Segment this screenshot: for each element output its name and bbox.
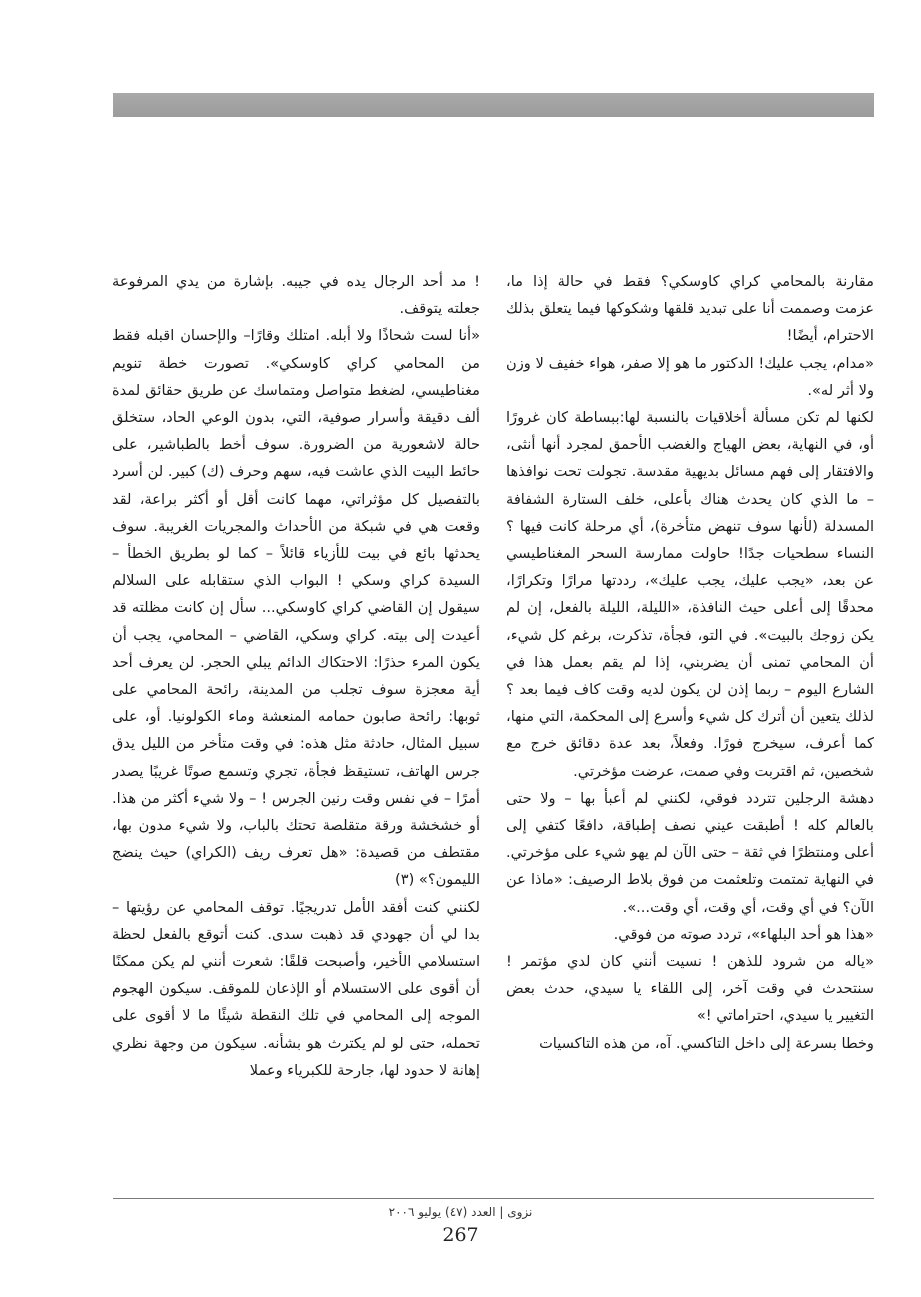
paragraph: وخطا بسرعة إلى داخل التاكسي. آه، من هذه التاكسيات <box>539 1034 874 1052</box>
paragraph: مقارنة بالمحامي كراي كاوسكي؟ فقط في حالة إذا ما، عزمت وصممت أنا على تبديد قلقها وشكوكها فيما يتعلق بذلك الاحترام، أيضًا! <box>506 273 874 345</box>
issue-info: نزوى | العدد (٤٧) يوليو ٢٠٠٦ <box>388 1205 533 1219</box>
paragraph: ! مد أحد الرجال يده في جيبه. بإشارة من يدي المرفوعة جعلته يتوقف. <box>112 273 480 318</box>
paragraph: لكنني كنت أفقد الأمل تدريجيًا. توقف المحامي عن رؤيتها – بدا لي أن جهودي قد ذهبت سدى. كنت أتوقع بالفعل لحظة استسلامي الأخير، وأصبحت قلقًا: شعرت أنني لم يكن ممكنًا أن أقوى على الاستسلام أو الإذعان للموقف. سيكون الهجوم الموجه إلى المحامي في تلك النقطة شيئًا ما لا أقوى على تحمله، حتى لو لم يكترث هو بشأنه. سيكون من وجهة نظري إهانة لا حدود لها، جارحة للكبرياء وعملا <box>112 898 480 1079</box>
text-column-right <box>506 268 874 1173</box>
paragraph: «ياله من شرود للذهن ! نسيت أنني كان لدي مؤتمر ! سنتحدث في وقت آخر، إلى اللقاء يا سيدي، حدث بعض التغيير يا سيدي، احتراماتي !» <box>506 953 874 1025</box>
footer-rule <box>113 1198 874 1199</box>
paragraph: دهشة الرجلين تتردد فوقي، لكنني لم أعبأ بها – ولا حتى بالعالم كله ! أطبقت عيني نصف إطباقة، دافعًا كتفي إلى أعلى ومنتظرًا في ثقة – حتى الآن لم يهو شيء على مؤخرتي. في النهاية تمتمت وتلعثمت من فوق بلاط الرصيف: «ماذا عن الآن؟ في أي وقت، أي وقت، أي وقت...». <box>506 789 874 916</box>
page-number: 267 <box>442 1224 479 1246</box>
paragraph: «مدام، يجب عليك! الدكتور ما هو إلا صفر، هواء خفيف لا وزن ولا أثر له». <box>506 354 874 399</box>
header-band <box>113 93 874 117</box>
paragraph: «أنا لست شحاذًا ولا أبله. امتلك وقارًا– والإحسان اقبله فقط من المحامي كراي كاوسكي». تصورت خطة تنويم مغناطيسي، لضغط متواصل ومتماسك عن طريق حقائق لمدة ألف دقيقة وأسرار صوفية، التي، بدون الوعي الحاد، ستخلق حالة لاشعورية من الضرورة. سوف أخط بالطباشير، على حائط البيت الذي عاشت فيه، سهم وحرف (ك) كبير. لن أسرد بالتفصيل كل مؤثراتي، مهما كانت أقل أو أكثر براعة، لقد وقعت هي في شبكة من الأحداث والمجريات الغريبة. سوف يحدثها بائع في بيت للأزياء قائلاً – كما لو بطريق الخطأ – السيدة كراي وسكي ! البواب الذي ستقابله على السلالم سيقول إن القاضي كراي كاوسكي... سأل إن كانت مظلته قد أعيدت إلى بيته. كراي وسكي، القاضي – المحامي، يجب أن يكون المرء حذرًا: الاحتكاك الدائم يبلي الحجر. لن يعرف أحد أية معجزة سوف تجلب من المدينة، رائحة المحامي على ثوبها: رائحة صابون حمامه المنعشة وماء الكولونيا. أو، على سبيل المثال، حادثة مثل هذه: في وقت متأخر من الليل يدق جرس الهاتف، تستيقظ فجأة، تجري وتسمع صوتًا غريبًا يصدر أمرًا – في نفس وقت رنين الجرس ! – ولا شيء أكثر من هذا. أو خشخشة ورقة متقلصة تحتك بالباب، ولا شيء مدون بها، مقتطف من قصيدة: «هل تعرف ريف (الكراي) حيث ينضج الليمون؟» (٣) <box>112 327 480 889</box>
text-column-left <box>112 268 480 1173</box>
paragraph: لكنها لم تكن مسألة أخلاقيات بالنسبة لها:ببساطة كان غرورًا أو، في النهاية، بعض الهياج والغضب الأحمق لمجرد أنها أنثى، والافتقار إلى فهم مسائل بديهية مقدسة. تجولت تحت نوافذها – ما الذي كان يحدث هناك بأعلى، خلف الستارة الشفافة المسدلة (لأنها سوف تنهض متأخرة)، أي مرحلة كانت فيها ؟ النساء سطحيات جدًا! حاولت ممارسة السحر المغناطيسي عن بعد، «يجب عليك، يجب عليك»، رددتها مرارًا وتكرارًا، محدقًا إلى أعلى حيث النافذة، «الليلة، الليلة بالفعل، إن لم يكن زوجك بالبيت». في التو، فجأة، تذكرت، برغم كل شيء، أن المحامي تمنى أن يضربني، إذا لم يقم بعمل هذا في الشارع اليوم – ربما إذن لن يكون لديه وقت كاف فيما بعد ؟ لذلك يتعين أن أترك كل شيء وأسرع إلى المحكمة، التي منها، كما أعرف، سيخرج فورًا. وفعلاً، بعد عدة دقائق خرج مع شخصين، ثم اقتربت وفي صمت، عرضت مؤخرتي. <box>506 409 874 780</box>
paragraph: «هذا هو أحد البلهاء»، تردد صوته من فوقي. <box>613 925 874 943</box>
